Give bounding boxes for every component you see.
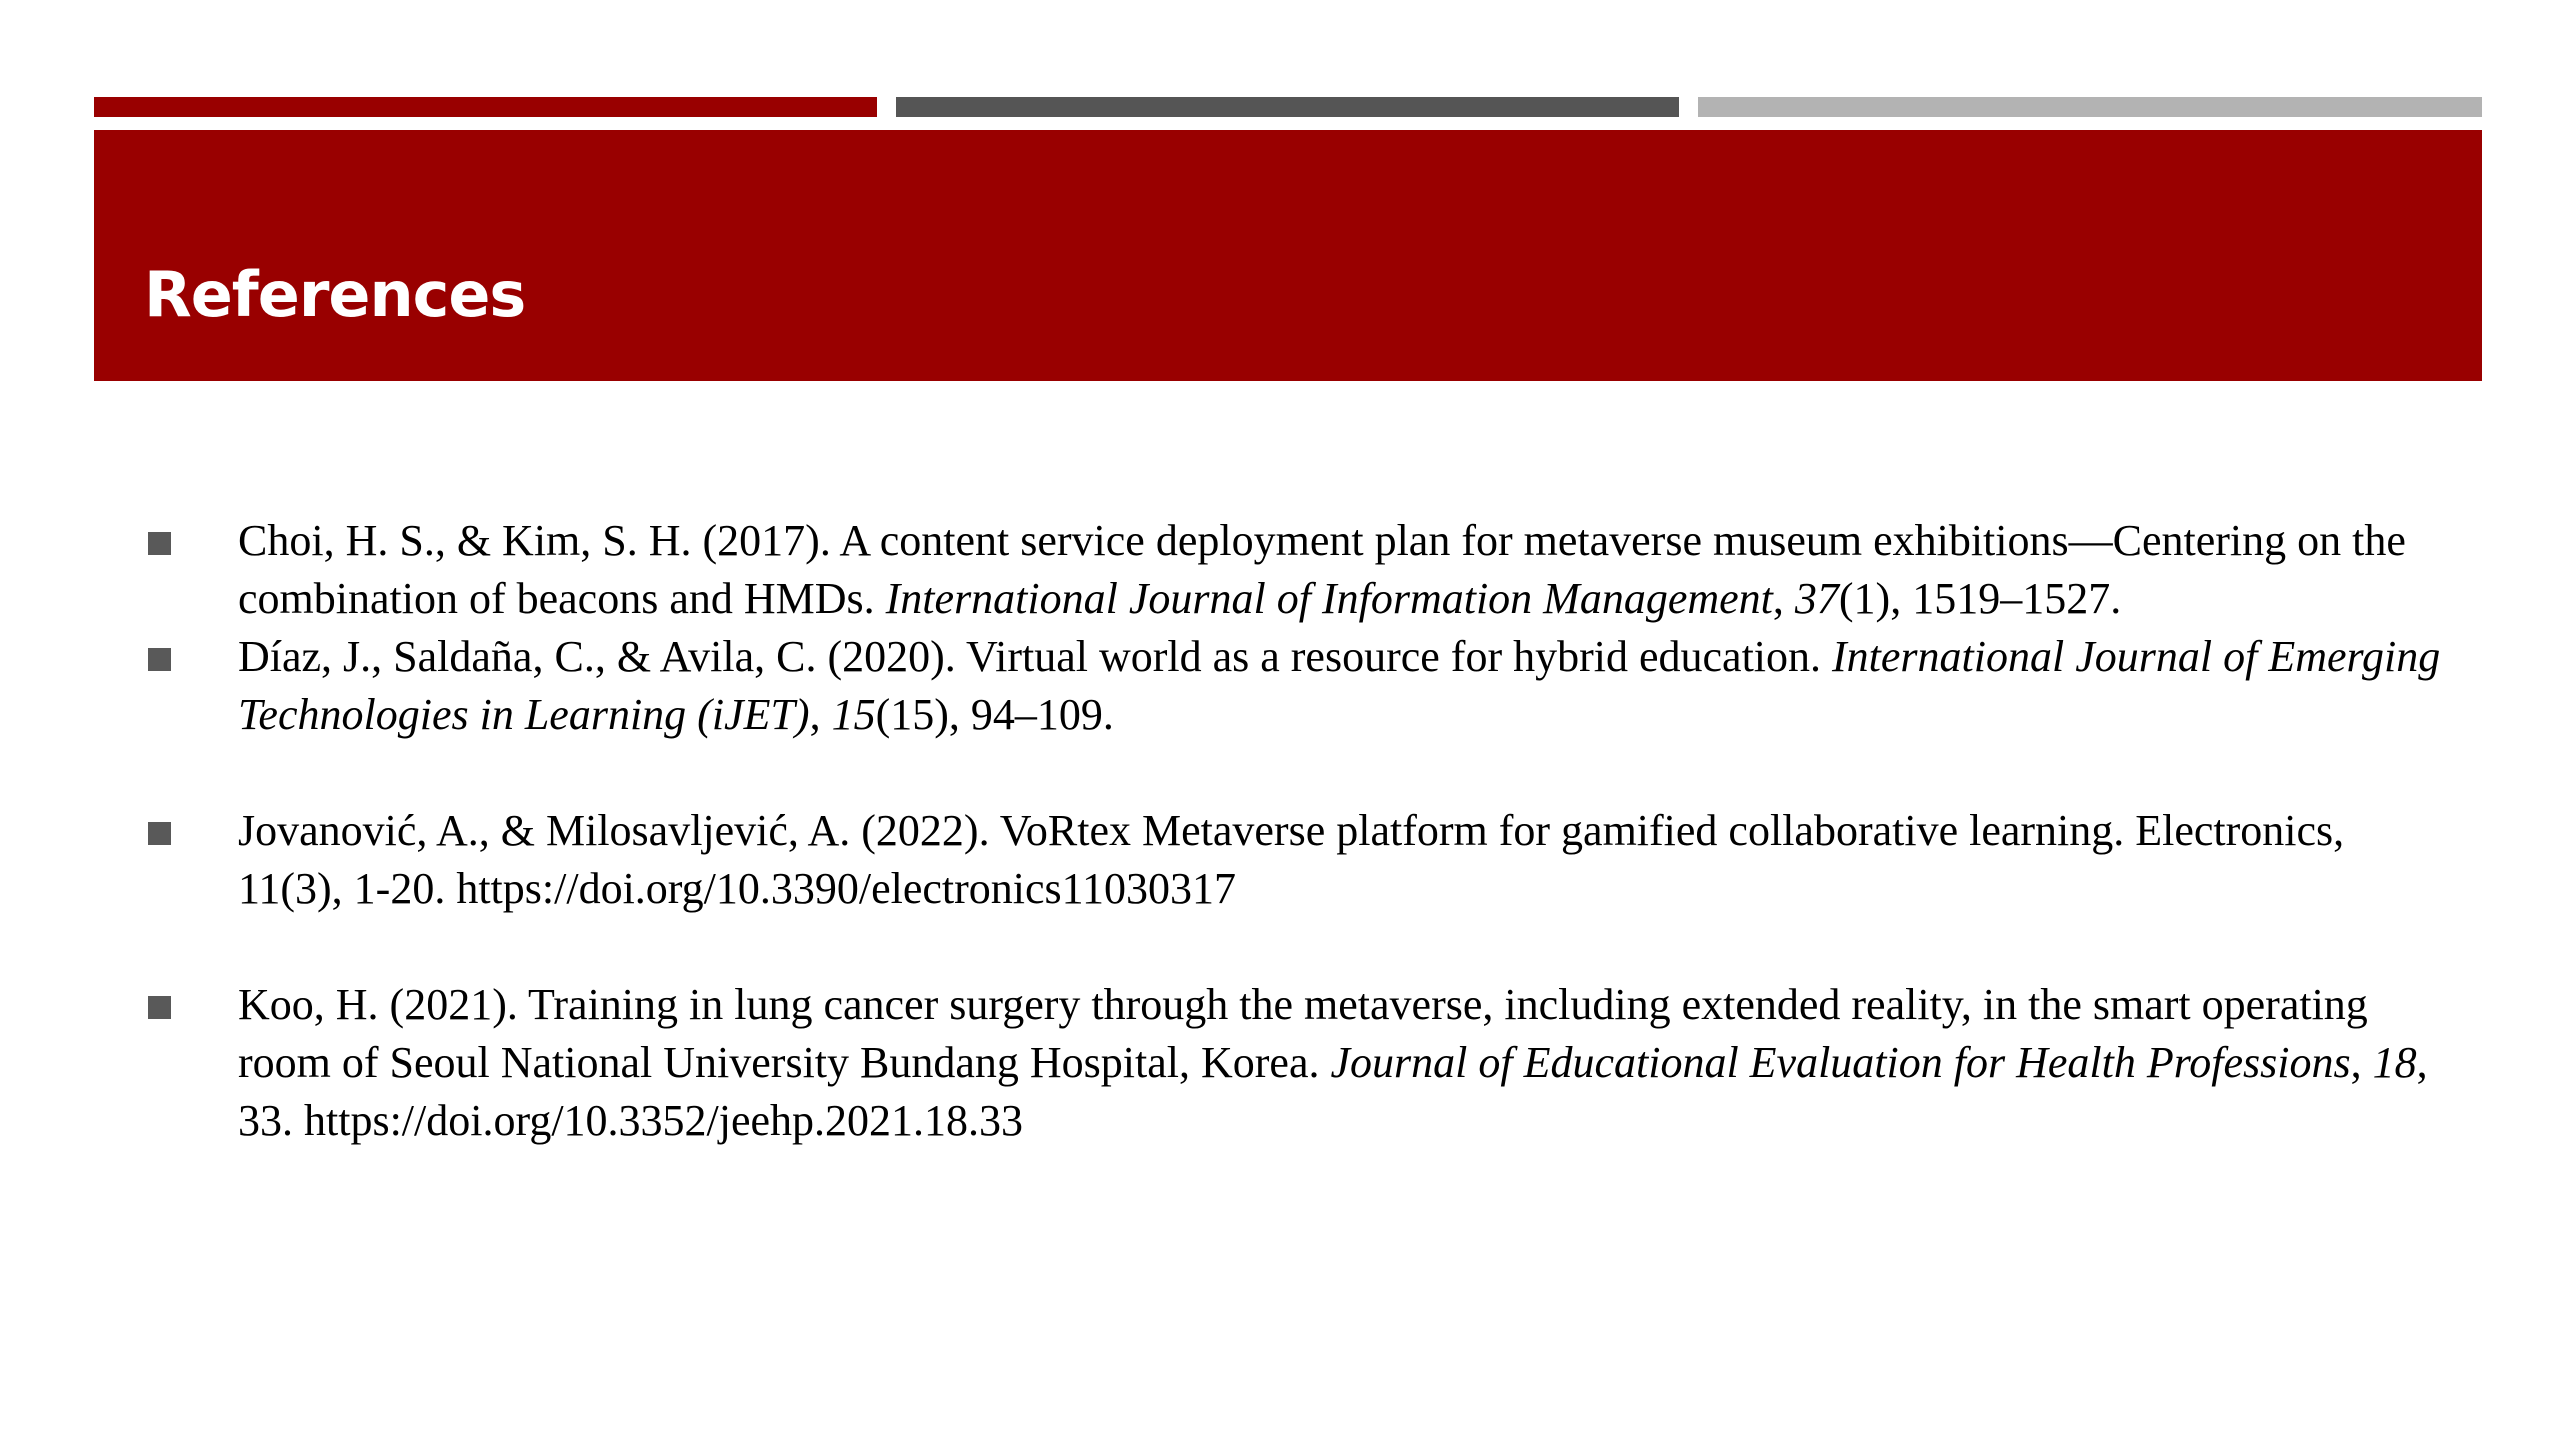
slide-title: References xyxy=(144,258,526,331)
title-band xyxy=(94,130,2482,381)
journal-title: International Journal of Information Management xyxy=(885,574,1773,623)
journal-volume: 18 xyxy=(2372,1038,2417,1087)
reference-item xyxy=(146,976,2446,1150)
accent-bar-dark-gray xyxy=(896,97,1679,117)
reference-text: Koo, H. (2021). Training in lung cancer surgery through the metaverse, including extended reality, in the smart operating room of Seoul National University Bundang Hospital, Korea. Journal of Educational Evaluation for Health Professions, 18, 33. https://doi.org/10.3352/jeehp.2021.18.33 xyxy=(238,980,2428,1145)
reference-item xyxy=(146,512,2446,628)
square-bullet-icon xyxy=(148,532,171,555)
reference-text: Choi, H. S., & Kim, S. H. (2017). A content service deployment plan for metaverse museum exhibitions—Centering on the combination of beacons and HMDs. International Journal of Information Management, 37(1), 1519–1527. xyxy=(238,516,2406,623)
reference-item xyxy=(146,628,2446,744)
accent-bar-light-gray xyxy=(1698,97,2482,117)
reference-list xyxy=(146,512,2446,1150)
journal-volume: 37 xyxy=(1794,574,1839,623)
square-bullet-icon xyxy=(148,996,171,1019)
journal-title: International Journal of Emerging Technologies in Learning (iJET) xyxy=(238,632,2441,739)
reference-text: Jovanović, A., & Milosavljević, A. (2022). VoRtex Metaverse platform for gamified collaborative learning. Electronics, 11(3), 1-20. https://doi.org/10.3390/electronics11030317 xyxy=(238,806,2345,913)
square-bullet-icon xyxy=(148,648,171,671)
accent-bar-red xyxy=(94,97,877,117)
reference-text: Díaz, J., Saldaña, C., & Avila, C. (2020). Virtual world as a resource for hybrid education. International Journal of Emerging Technologies in Learning (iJET), 15(15), 94–109. xyxy=(238,632,2441,739)
square-bullet-icon xyxy=(148,822,171,845)
reference-item xyxy=(146,802,2446,918)
journal-volume: 15 xyxy=(831,690,876,739)
journal-title: Journal of Educational Evaluation for Health Professions xyxy=(1330,1038,2351,1087)
